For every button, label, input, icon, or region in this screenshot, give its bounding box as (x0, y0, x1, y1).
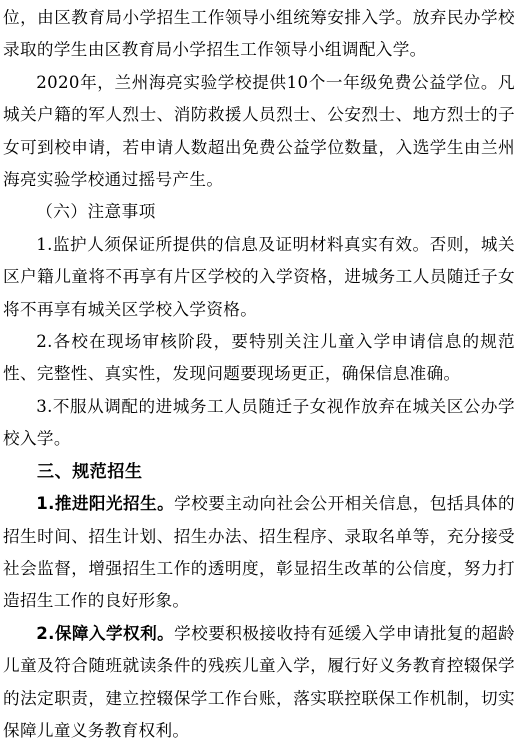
section-heading-notes: （六）注意事项 (36, 202, 156, 222)
point-1-paragraph (3, 488, 515, 618)
section-heading-standardize: 三、规范招生 (37, 461, 143, 482)
point-2-body: 学校要积极接收持有延缓入学申请批复的超龄儿童及符合随班就读条件的残疾儿童入学，履行好义务教育控辍保学的法定职责，建立控辍保学工作台账，落实联控联保工作机制，切实保障儿童义务教育权利。 (3, 623, 516, 740)
point-1-lead: 1.推进阳光招生。 (36, 494, 175, 514)
note-item-1: 1.监护人须保证所提供的信息及证明材料真实有效。否则，城关区户籍儿童将不再享有片区学校的入学资格，进城务工人员随迁子女将不再享有城关区学校入学资格。 (3, 234, 515, 319)
point-2-lead: 2.保障入学权利。 (36, 623, 175, 643)
note-item-3: 3.不服从调配的进城务工人员随迁子女视作放弃在城关区公办学校入学。 (3, 396, 515, 449)
point-2-paragraph (3, 618, 515, 748)
point-1-body: 学校要主动向社会公开相关信息，包括具体的招生时间、招生计划、招生办法、招生程序、录取名单等，充分接受社会监督，增强招生工作的透明度，彰显招生改革的公信度，努力打造招生工作的良好形象。 (3, 494, 516, 611)
paragraph-continuation: 位，由区教育局小学招生工作领导小组统筹安排入学。放弃民办学校录取的学生由区教育局小学招生工作领导小组调配入学。 (3, 8, 515, 60)
paragraph-charity-seats: 2020年，兰州海亮实验学校提供10个一年级免费公益学位。凡城关户籍的军人烈士、消防救援人员烈士、公安烈士、地方烈士的子女可到校申请，若申请人数超出免费公益学位数量，入选学生由兰州海亮实验学校通过摇号产生。 (3, 72, 515, 190)
note-item-2: 2.各校在现场审核阶段，要特别关注儿童入学申请信息的规范性、完整性、真实性，发现问题要现场更正，确保信息准确。 (3, 332, 515, 384)
